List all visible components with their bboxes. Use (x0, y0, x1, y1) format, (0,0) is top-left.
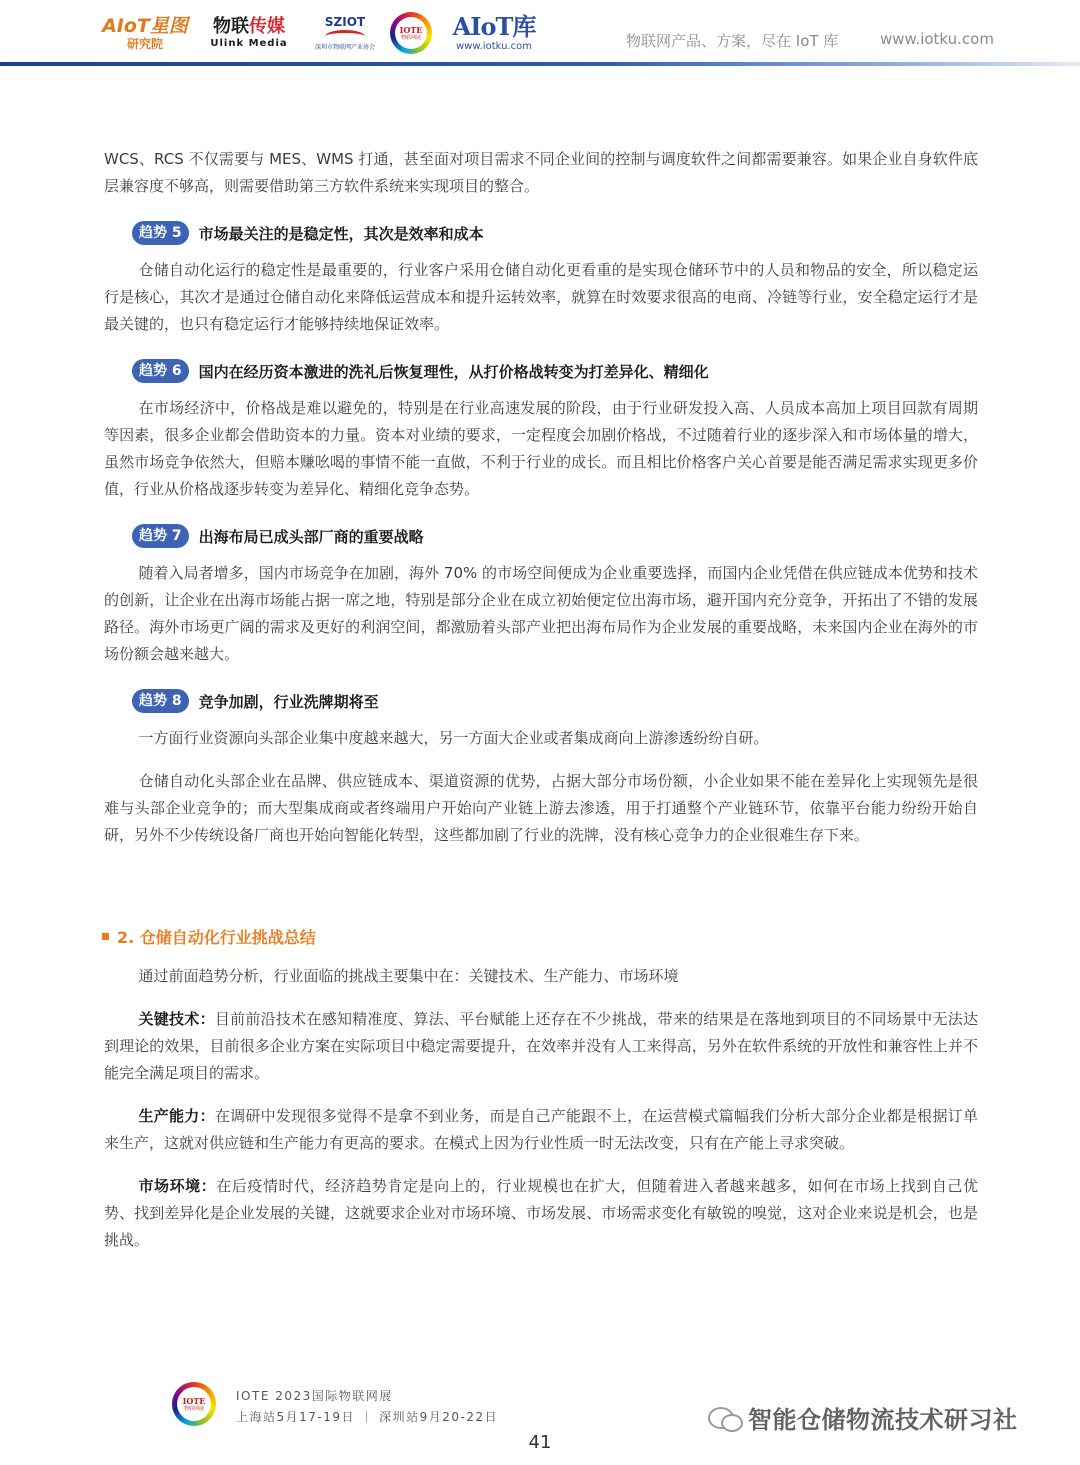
iote-logo (388, 10, 434, 56)
section-title: 2. 仓储自动化行业挑战总结 (117, 927, 316, 947)
header-divider (0, 62, 1080, 66)
aiotku-logo (448, 10, 540, 56)
challenge-label: 关键技术： (138, 1010, 215, 1028)
sziot-swoosh-icon (325, 30, 365, 43)
trend-tag: 趋势 5 (132, 221, 189, 245)
footer-event-dates: 上海站5月17-19日 ｜ 深圳站9月20-22日 (236, 1410, 499, 1424)
ulink-logo-text-b: 传媒 (249, 16, 285, 37)
challenge-text: 在调研中发现很多觉得不是拿不到业务，而是自己产能跟不上，在运营模式篇幅我们分析大部分企业都是根据订单来生产，这就对供应链和生产能力有更高的要求。在模式上因为行业性质一时无法改变，只有在产能上寻求突破。 (104, 1107, 978, 1152)
footer-event-info (236, 1386, 498, 1428)
footer-event-title: IOTE 2023国际物联网展 (236, 1389, 393, 1403)
page-number: 41 (528, 1432, 552, 1453)
intro-paragraph: WCS、RCS 不仅需要与 MES、WMS 打通，甚至面对项目需求不同企业间的控制与调度软件之间都需要兼容。如果企业自身软件底层兼容度不够高，则需要借助第三方软件系统来实现项目的整合。 (104, 150, 978, 195)
wechat-watermark (708, 1400, 1018, 1435)
trend-paragraph: 仓储自动化头部企业在品牌、供应链成本、渠道资源的优势，占据大部分市场份额，小企业如果不能在差异化上实现领先是很难与头部企业竞争的；而大型集成商或者终端用户开始向产业链上游去渗透，用于打通整个产业链环节，依靠平台能力纷纷开始自研，另外不少传统设备厂商也开始向智能化转型，这些都加剧了行业的洗牌，没有核心竞争力的企业很难生存下来。 (104, 772, 978, 844)
trend-title: 市场最关注的是稳定性，其次是效率和成本 (198, 224, 484, 243)
challenge-item (104, 1103, 978, 1157)
trend-paragraph: 一方面行业资源向头部企业集中度越来越大，另一方面大企业或者集成商向上游渗透纷纷自研。 (138, 729, 769, 747)
trend-paragraph: 随着入局者增多，国内市场竞争在加剧，海外 70% 的市场空间便成为企业重要选择，而国内企业凭借在供应链成本优势和技术的创新，让企业在出海市场能占据一席之地，特别是部分企业在成立初始便定位出海市场，避开国内充分竞争，开拓出了不错的发展路径。海外市场更广阔的需求及更好的利润空间，都激励着头部产业把出海布局作为企业发展的重要战略，未来国内企业在海外的市场份额会越来越大。 (104, 564, 978, 663)
challenge-label: 生产能力： (138, 1107, 215, 1125)
section-2-heading (102, 919, 978, 953)
ulink-logo-subtext: Ulink Media (210, 38, 288, 49)
iote-ring-icon (390, 12, 432, 54)
ulink-logo-text-a: 物联 (213, 16, 249, 37)
trend-8-heading (132, 687, 978, 715)
trend-tag: 趋势 7 (132, 524, 189, 548)
aiot-research-logo (100, 10, 190, 56)
aiotku-logo-text: AIoT库 (452, 12, 536, 41)
challenge-text: 目前前沿技术在感知精准度、算法、平台赋能上还存在不少挑战，带来的结果是在落地到项目的不同场景中无法达到理论的效果，目前很多企业方案在实际项目中稳定需要提升，在效率并没有人工来得高，另外在软件系统的开放性和兼容性上并不能完全满足项目的需求。 (104, 1010, 978, 1082)
page-content (104, 146, 978, 1254)
watermark-text: 智能仓储物流技术研习社 (748, 1406, 1018, 1434)
iote-logo-subtext: 物联网展 (400, 34, 421, 41)
iote-ring-icon (172, 1382, 216, 1426)
challenge-item (104, 1173, 978, 1254)
header-site-link[interactable]: www.iotku.com (880, 30, 994, 48)
trend-title: 出海布局已成头部厂商的重要战略 (198, 527, 424, 546)
iote-logo-text: IOTE (182, 1395, 206, 1406)
ulink-media-logo (204, 10, 294, 56)
challenge-text: 在后疫情时代，经济趋势肯定是向上的，行业规模也在扩大，但随着进入者越来越多，如何在市场上找到自己优势、找到差异化是企业发展的关键，这就要求企业对市场环境、市场发展、市场需求变化有敏锐的嗅觉，这对企业来说是机会，也是挑战。 (104, 1177, 978, 1249)
trend-title: 国内在经历资本激进的洗礼后恢复理性，从打价格战转变为打差异化、精细化 (198, 362, 709, 381)
trend-title: 竞争加剧，行业洗牌期将至 (198, 692, 379, 711)
iote-logo-text: IOTE (399, 24, 423, 35)
sziot-logo-text: SZIOT (324, 14, 366, 29)
challenge-label: 市场环境： (138, 1177, 217, 1195)
footer-iote-logo (172, 1382, 218, 1428)
trend-5-heading (132, 219, 978, 247)
ulink-logo-text (213, 16, 285, 38)
sziot-logo (312, 10, 378, 56)
trend-paragraph: 仓储自动化运行的稳定性是最重要的，行业客户采用仓储自动化更看重的是实现仓储环节中的人员和物品的安全，所以稳定运行是核心，其次才是通过仓储自动化来降低运营成本和提升运转效率，就算在时效要求很高的电商、冷链等行业，安全稳定运行才是最关键的，也只有稳定运行才能够持续地保证效率。 (104, 261, 978, 333)
trend-7-heading (132, 522, 978, 550)
trend-6-heading (132, 357, 978, 385)
trend-tag: 趋势 6 (132, 359, 189, 383)
aiot-logo-text: AIoT星图 (102, 15, 188, 37)
wechat-icon (708, 1405, 742, 1431)
iote-logo-subtext: 物联网展 (183, 1405, 204, 1412)
section-bullet-icon (102, 933, 109, 940)
trend-tag: 趋势 8 (132, 689, 189, 713)
header-slogan: 物联网产品、方案，尽在 IoT 库 (626, 32, 839, 50)
page-header (0, 0, 1080, 66)
challenge-item (104, 1006, 978, 1087)
aiotku-logo-subtext: www.iotku.com (456, 41, 532, 52)
section-intro: 通过前面趋势分析，行业面临的挑战主要集中在：关键技术、生产能力、市场环境 (138, 967, 679, 985)
trend-paragraph: 在市场经济中，价格战是难以避免的，特别是在行业高速发展的阶段，由于行业研发投入高、人员成本高加上项目回款有周期等因素，很多企业都会借助资本的力量。资本对业绩的要求，一定程度会加剧价格战，不过随着行业的逐步深入和市场体量的增大，虽然市场竞争依然大，但赔本赚吆喝的事情不能一直做，不利于行业的成长。而且相比价格客户关心首要是能否满足需求实现更多价值，行业从价格战逐步转变为差异化、精细化竞争态势。 (104, 399, 978, 498)
sziot-logo-subtext: 深圳市物联网产业协会 (314, 43, 375, 51)
aiot-logo-subtext: 研究院 (126, 37, 163, 51)
